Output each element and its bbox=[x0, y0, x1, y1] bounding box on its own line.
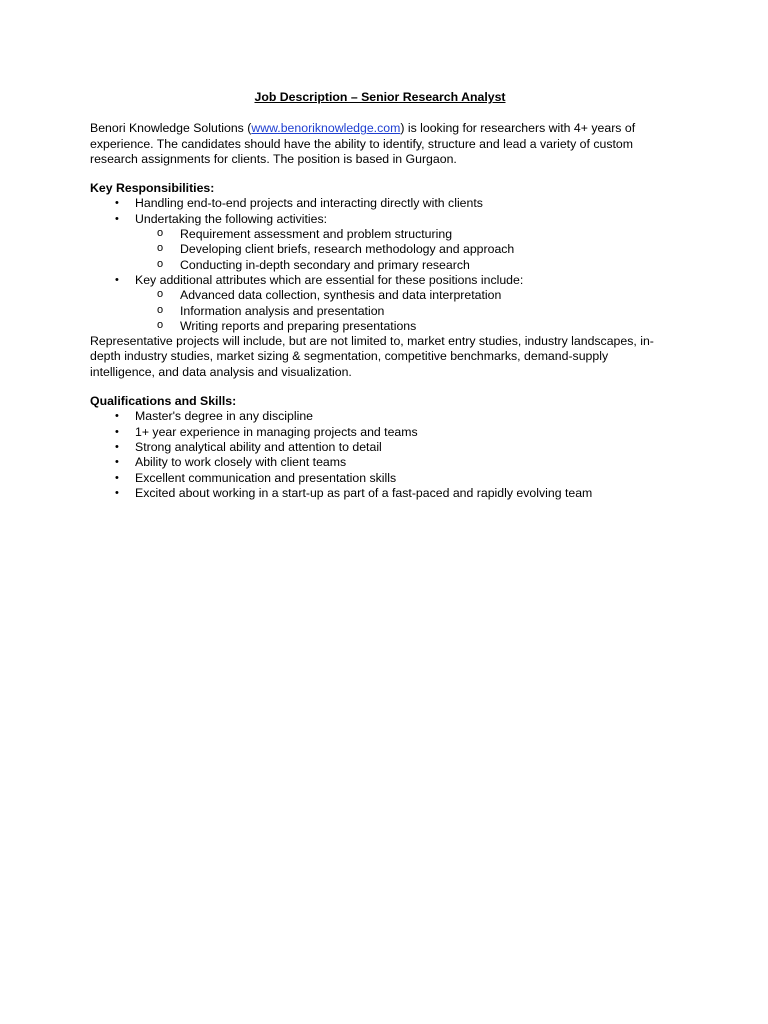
qualifications-list bbox=[90, 409, 670, 501]
list-item-text: Handling end-to-end projects and interacting directly with clients bbox=[135, 196, 483, 211]
list-item-text: Master's degree in any discipline bbox=[135, 409, 314, 424]
bullet-marker: • bbox=[115, 440, 119, 453]
sub-list-item-text: Information analysis and presentation bbox=[180, 303, 385, 318]
list-item-text: 1+ year experience in managing projects and teams bbox=[135, 424, 418, 439]
intro-text-end: ) is looking for researchers with 4+ years of experience. The candidates should have the ability to identify, structure and lead a variety of custom research assignments for clients. The position is based in Gurgaon. bbox=[90, 121, 636, 166]
representative-projects-paragraph: Representative projects will include, but are not limited to, market entry studies, industry landscapes, in-depth industry studies, market sizing & segmentation, competitive benchmarks, demand-supply intelligence, and data analysis and visualization. bbox=[90, 334, 654, 379]
sub-bullet-marker: o bbox=[157, 227, 164, 240]
sub-list-item bbox=[90, 242, 670, 257]
sub-list-item bbox=[90, 319, 670, 334]
sub-list-item-text: Writing reports and preparing presentations bbox=[180, 318, 417, 333]
bullet-marker: • bbox=[115, 410, 119, 423]
list-item-text: Undertaking the following activities: bbox=[135, 211, 328, 226]
sub-list-item bbox=[90, 304, 670, 319]
document-body bbox=[90, 90, 670, 501]
list-item-text: Excited about working in a start-up as part of a fast-paced and rapidly evolving team bbox=[135, 485, 593, 500]
bullet-marker: • bbox=[115, 212, 119, 225]
sub-bullet-marker: o bbox=[157, 257, 164, 270]
sub-list-item-text: Conducting in-depth secondary and primary research bbox=[180, 257, 470, 272]
document-title: Job Description – Senior Research Analyst bbox=[254, 90, 506, 104]
company-website-link[interactable]: www.benoriknowledge.com bbox=[251, 121, 401, 136]
sub-bullet-marker: o bbox=[157, 318, 164, 331]
list-item bbox=[90, 425, 670, 440]
responsibilities-heading: Key Responsibilities: bbox=[90, 181, 215, 196]
qualifications-heading: Qualifications and Skills: bbox=[90, 394, 237, 409]
list-item bbox=[90, 455, 670, 470]
sub-list-item-text: Requirement assessment and problem structuring bbox=[180, 227, 453, 242]
bullet-marker: • bbox=[115, 273, 119, 286]
bullet-marker: • bbox=[115, 425, 119, 438]
sub-list-item bbox=[90, 288, 670, 303]
sub-bullet-marker: o bbox=[157, 242, 164, 255]
list-item bbox=[90, 273, 670, 288]
bullet-marker: • bbox=[115, 456, 119, 469]
intro-paragraph bbox=[90, 121, 670, 167]
list-item-text: Strong analytical ability and attention to detail bbox=[135, 439, 382, 454]
list-item-text: Key additional attributes which are essential for these positions include: bbox=[135, 272, 524, 287]
list-item bbox=[90, 486, 670, 501]
bullet-marker: • bbox=[115, 197, 119, 210]
list-item bbox=[90, 471, 670, 486]
responsibilities-list bbox=[90, 196, 670, 334]
list-item bbox=[90, 440, 670, 455]
intro-text-start: Benori Knowledge Solutions ( bbox=[90, 121, 252, 136]
sub-list-item bbox=[90, 258, 670, 273]
sub-list-item-text: Advanced data collection, synthesis and data interpretation bbox=[180, 288, 502, 303]
list-item bbox=[90, 196, 670, 211]
sub-bullet-marker: o bbox=[157, 303, 164, 316]
list-item-text: Ability to work closely with client teams bbox=[135, 455, 347, 470]
bullet-marker: • bbox=[115, 471, 119, 484]
sub-bullet-marker: o bbox=[157, 288, 164, 301]
list-item bbox=[90, 212, 670, 227]
sub-list-item bbox=[90, 227, 670, 242]
list-item bbox=[90, 409, 670, 424]
list-item-text: Excellent communication and presentation skills bbox=[135, 470, 397, 485]
sub-list-item-text: Developing client briefs, research methodology and approach bbox=[180, 242, 515, 257]
bullet-marker: • bbox=[115, 486, 119, 499]
